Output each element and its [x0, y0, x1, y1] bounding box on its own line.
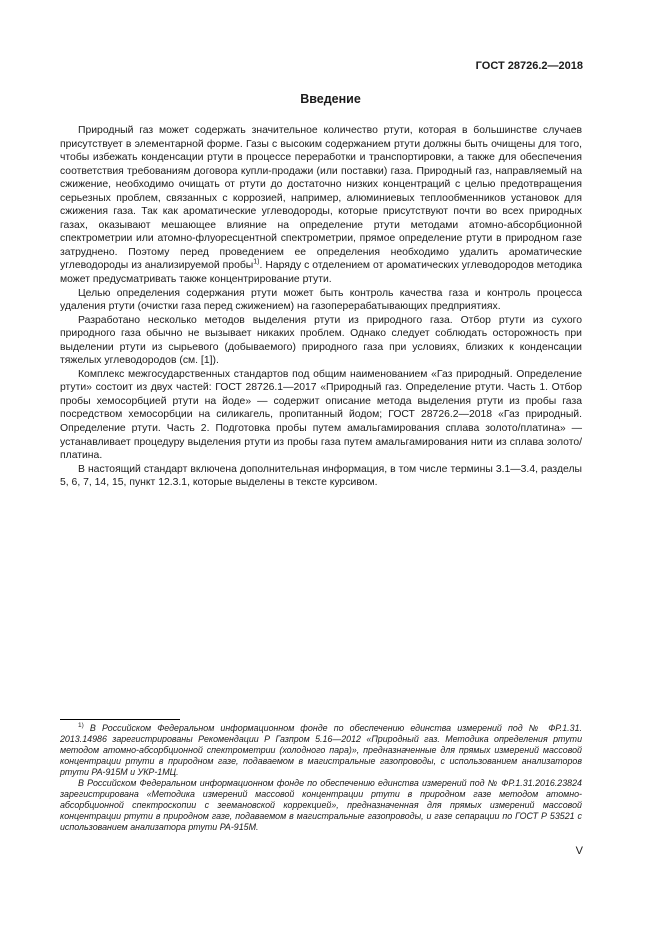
paragraph: Комплекс межгосударственных стандартов под общим наименованием «Газ природный. Определение ртути» состоит из двух частей: ГОСТ 28726.1—2017 «Природный газ. Определение ртути. Часть 1. Отбор пробы хемосорбцией ртути на йоде» — содержит описание метода выделения ртути из пробы газа посредством хемосорбции на силикагель, пропитанный йодом; ГОСТ 28726.2—2018 «Газ природный. Определение ртути. Часть 2. Подготовка пробы путем амальгамирования сплава золото/платина» — устанавливает процедуру выделения ртути из пробы газа путем амальгамирования нити из сплава золото/платина. — [60, 368, 582, 462]
paragraph-text: Природный газ может содержать значительное количество ртути, которая в большинстве случаев присутствует в элементарной форме. Газы с высоким содержанием ртути должны быть очищены для того, чтобы избежать конденсации ртути в процессе переработки и транспортировки, а также для обеспечения соответствия требованиям договора купли-продажи (или поставки) газа. Природный газ, направляемый на сжижение, необходимо очищать от ртути до достаточно низких концентраций с целью предотвращения серьезных проблем, связанных с коррозией, например, алюминиевых теплообменников установок для сжижения газа. Так как ароматические углеводороды, которые присутствуют почти во всех природных газах, оказывают мешающее влияние на определение ртути методами атомно-абсорбционной спектрометрии или атомно-флуоресцентной спектрометрии, прямое определение ртути в природном газе затруднено. Поэтому перед проведением ее определения необходимо удалить ароматические углеводороды из анализируемой пробы — [60, 125, 582, 272]
footnote-mark: 1) — [78, 722, 84, 730]
paragraph: В настоящий стандарт включена дополнительная информация, в том числе термины 3.1—3.4, разделы 5, 6, 7, 14, 15, пункт 12.3.1, которые выделены в тексте курсивом. — [60, 463, 582, 489]
footnote-text: В Российском Федеральном информационном фонде по обеспечению единства измерений под № ФР.1.31. 2013.14986 зарегистрированы Рекомендации Р Газпром 5.16—2012 «Природный газ. Методика определения ртути методом атомно-абсорбционной спектрометрии (холодного пара)», предназначенные для прямых измерений массовой концентрации ртути в природном газе, подаваемом в магистральные газопроводы, с использованием анализаторов ртути РА-915М и УКР-1МЦ. — [60, 723, 582, 777]
footnotes — [60, 719, 582, 833]
footnote-rule — [60, 719, 180, 720]
header-doc-code: ГОСТ 28726.2—2018 — [475, 60, 583, 72]
paragraph: Целью определения содержания ртути может быть контроль качества газа и контроль процесса удаления ртути (очистки газа перед сжижением) на газоперерабатывающих предприятиях. — [60, 287, 582, 313]
footnote — [60, 723, 582, 778]
page-number: V — [575, 845, 583, 857]
footnote-text: В Российском Федеральном информационном фонде по обеспечению единства измерений под № ФР.1.31.2016.23824 зарегистрирована «Методика измерений массовой концентрации ртути в природном газе методом атомно-абсорбционной спектроскопии с зеемановской коррекцией», предназначенная для прямых измерений массовой концентрации ртути в природном газе, подаваемом в магистральные газопроводы, и газе сепарации по ГОСТ Р 53521 с использованием анализатора ртути РА-915М. — [60, 778, 582, 832]
footnote — [60, 778, 582, 833]
footnote-ref[interactable]: 1) — [253, 259, 260, 266]
body-text — [60, 124, 582, 490]
paragraph: Разработано несколько методов выделения ртути из природного газа. Отбор ртути из сухого природного газа обычно не вызывает никаких проблем. Однако следует соблюдать осторожность при выделении ртути из сырьевого (добываемого) природного газа при условиях, близких к конденсации тяжелых углеводородов (см. [1]). — [60, 314, 582, 367]
paragraph — [60, 124, 582, 287]
page-title: Введение — [300, 92, 361, 106]
paragraph-text: . Наряду с отделением от ароматических углеводородов методика может предусматривать также концентрирование ртути. — [60, 260, 582, 286]
